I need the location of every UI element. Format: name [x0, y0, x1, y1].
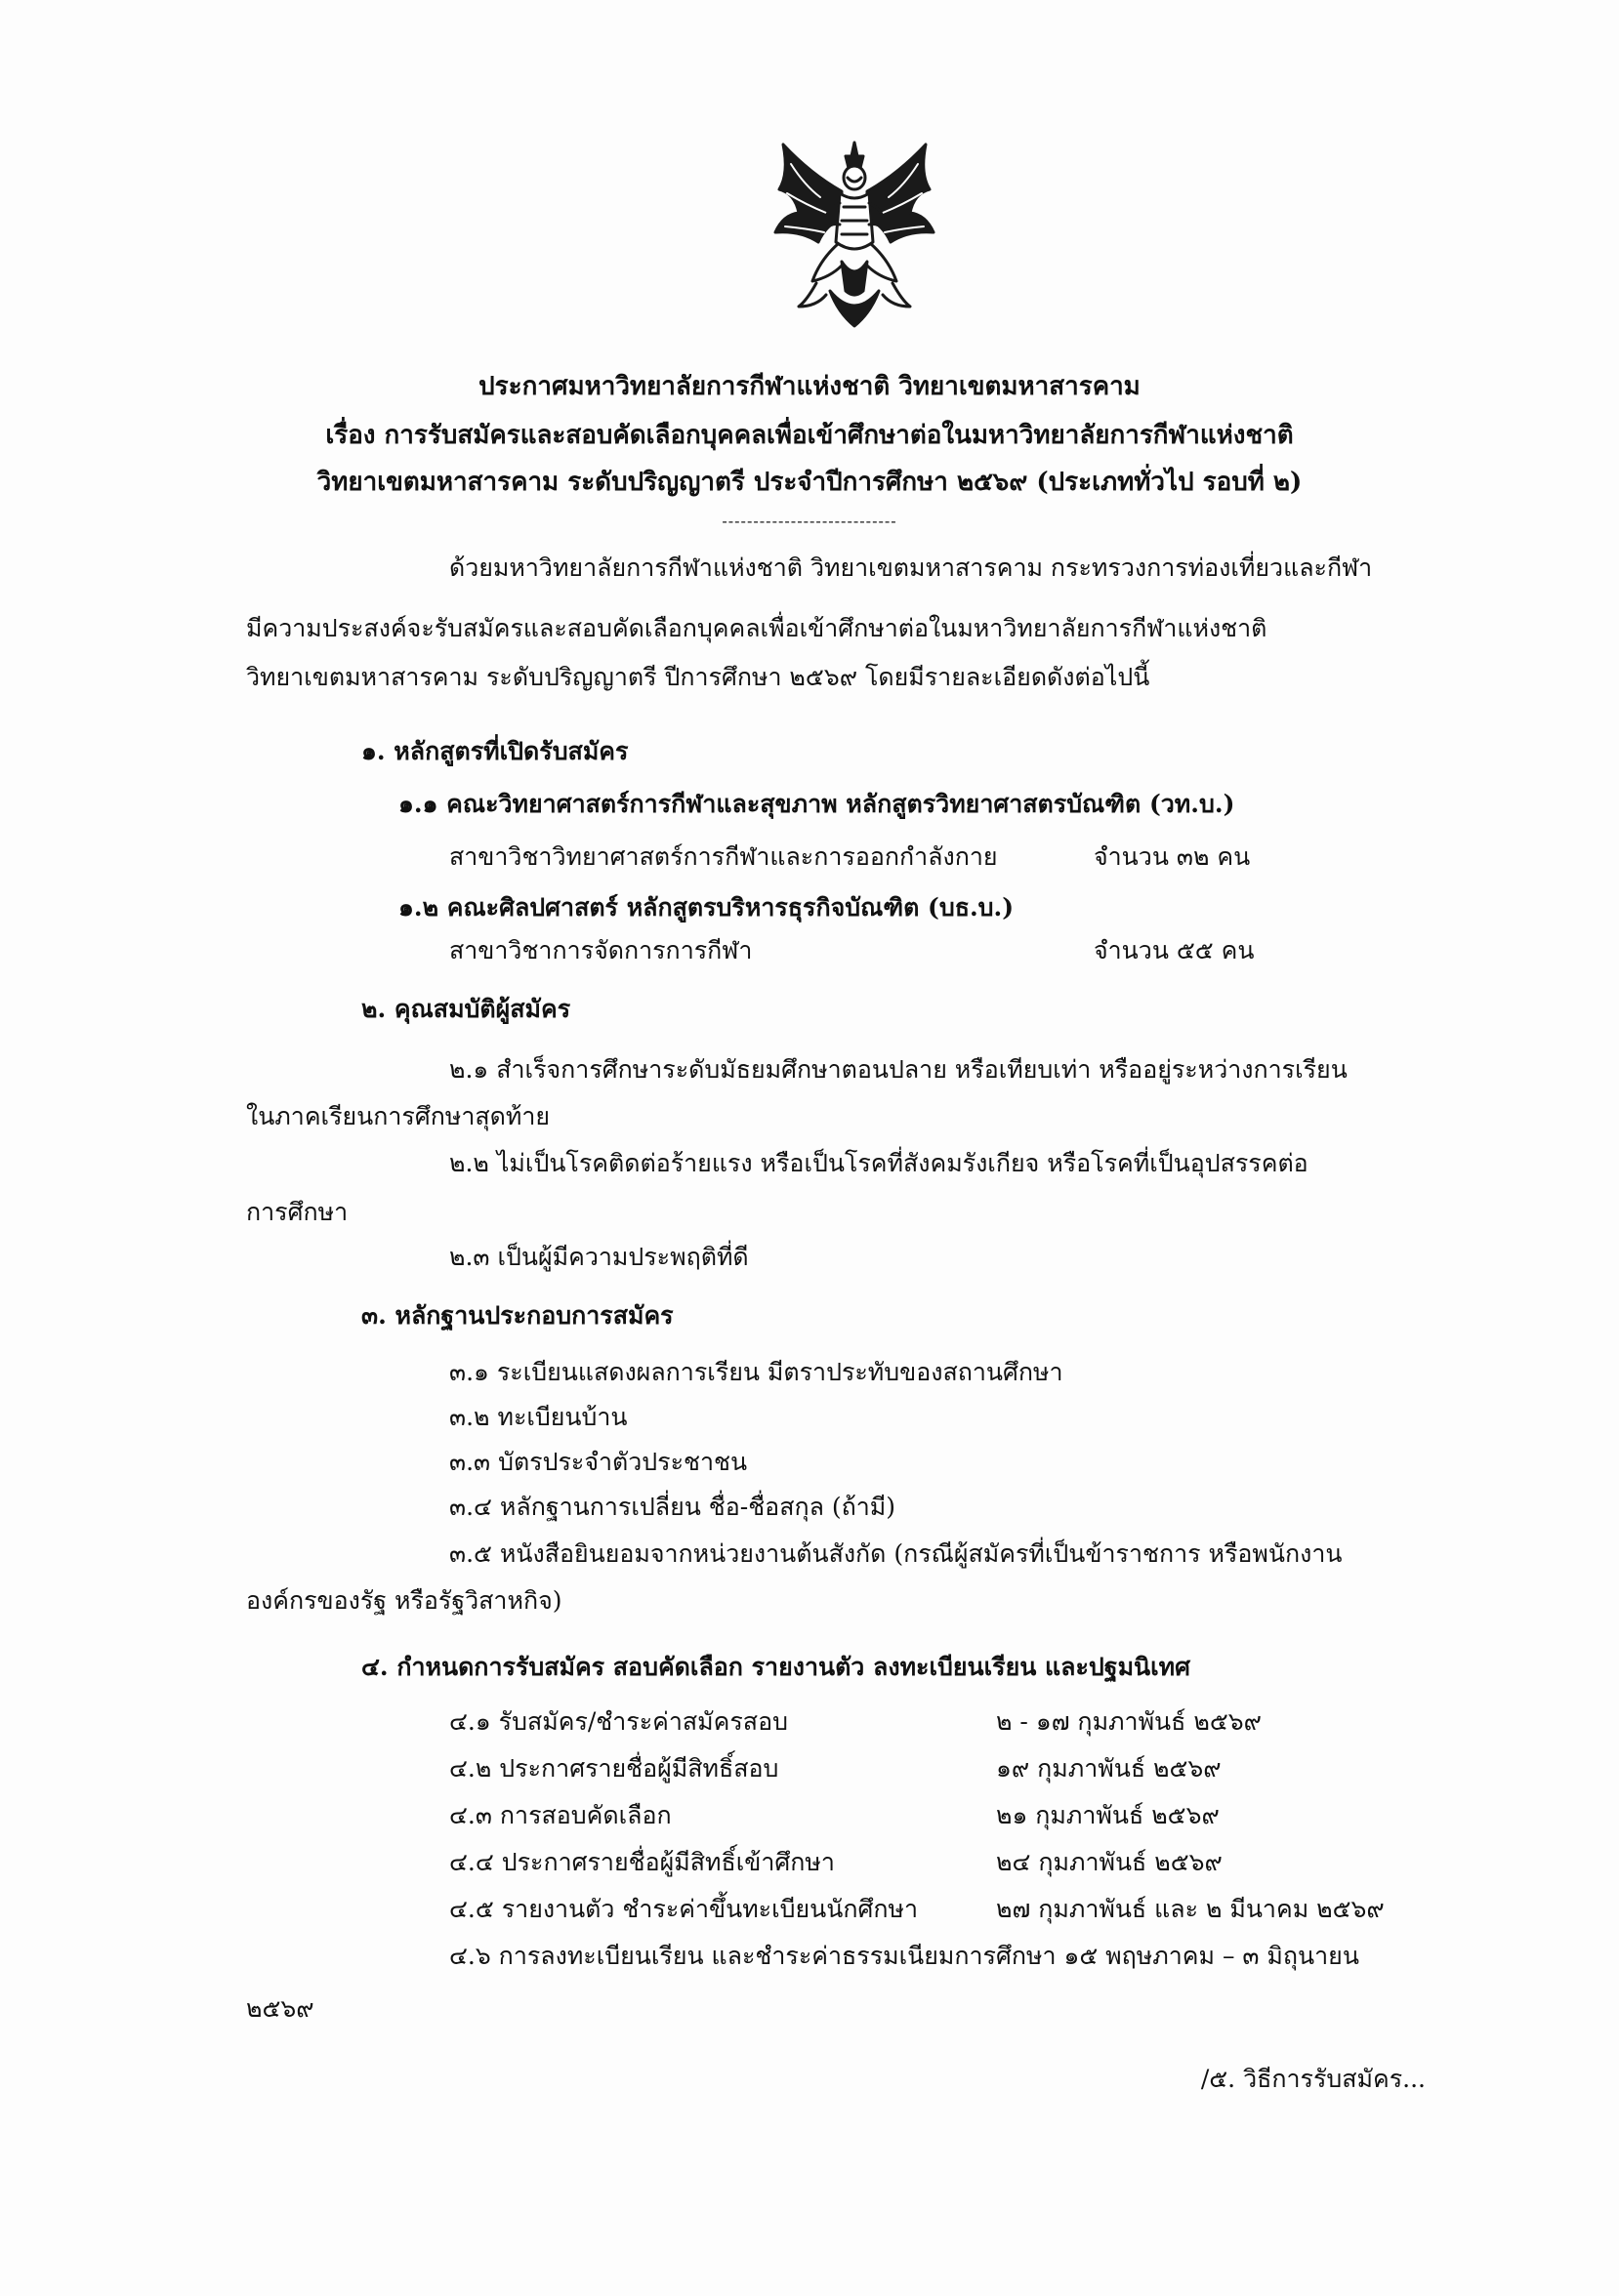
section-1-title: ๑. หลักสูตรที่เปิดรับสมัคร [361, 737, 629, 765]
section-3-5-line-1: ๓.๕ หนังสือยินยอมจากหน่วยงานต้นสังกัด (กรณีผู้สมัครที่เป็นข้าราชการ หรือพนักงาน [449, 1539, 1343, 1568]
section-4-4-label: ๔.๔ ประกาศรายชื่อผู้มีสิทธิ์เข้าศึกษา [449, 1848, 835, 1876]
section-2-1-line-1: ๒.๑ สำเร็จการศึกษาระดับมัธยมศึกษาตอนปลาย หรือเทียบเท่า หรืออยู่ระหว่างการเรียน [449, 1055, 1348, 1084]
section-4-6-line-2: ๒๕๖๙ [246, 1994, 314, 2023]
section-3-4: ๓.๔ หลักฐานการเปลี่ยน ชื่อ-ชื่อสกุล (ถ้ามี) [449, 1493, 896, 1521]
section-4-2-label: ๔.๒ ประกาศรายชื่อผู้มีสิทธิ์สอบ [449, 1754, 779, 1783]
section-4-5-date: ๒๗ กุมภาพันธ์ และ ๒ มีนาคม ๒๕๖๙ [996, 1895, 1385, 1923]
section-1-1-major: สาขาวิชาวิทยาศาสตร์การกีฬาและการออกกำลังกาย [449, 842, 998, 871]
section-2-title: ๒. คุณสมบัติผู้สมัคร [361, 995, 571, 1023]
section-2-3: ๒.๓ เป็นผู้มีความประพฤติที่ดี [449, 1243, 749, 1271]
intro-line-1: ด้วยมหาวิทยาลัยการกีฬาแห่งชาติ วิทยาเขตมหาสารคาม กระทรวงการท่องเที่ยวและกีฬา [449, 554, 1373, 582]
intro-line-2: มีความประสงค์จะรับสมัครและสอบคัดเลือกบุคคลเพื่อเข้าศึกษาต่อในมหาวิทยาลัยการกีฬาแห่งชาติ [246, 614, 1267, 642]
section-4-title: ๔. กำหนดการรับสมัคร สอบคัดเลือก รายงานตัว ลงทะเบียนเรียน และปฐมนิเทศ [361, 1653, 1191, 1681]
section-4-1-date: ๒ - ๑๗ กุมภาพันธ์ ๒๕๖๙ [996, 1707, 1262, 1736]
section-1-2-major: สาขาวิชาการจัดการการกีฬา [449, 936, 753, 964]
announcement-subject: เรื่อง การรับสมัครและสอบคัดเลือกบุคคลเพื่อเข้าศึกษาต่อในมหาวิทยาลัยการกีฬาแห่งชาติ [325, 421, 1294, 450]
section-1-1-title: ๑.๑ คณะวิทยาศาสตร์การกีฬาและสุขภาพ หลักสูตรวิทยาศาสตรบัณฑิต (วท.บ.) [398, 790, 1235, 818]
announcement-title: ประกาศมหาวิทยาลัยการกีฬาแห่งชาติ วิทยาเขตมหาสารคาม [478, 372, 1141, 401]
section-1-1-count: จำนวน ๓๒ คน [1094, 842, 1251, 871]
section-4-3-date: ๒๑ กุมภาพันธ์ ๒๕๖๙ [996, 1801, 1220, 1829]
section-4-3-label: ๔.๓ การสอบคัดเลือก [449, 1801, 672, 1829]
header-separator: ---------------------------- [722, 512, 897, 530]
section-4-6-line-1: ๔.๖ การลงทะเบียนเรียน และชำระค่าธรรมเนียมการศึกษา ๑๕ พฤษภาคม – ๓ มิถุนายน [449, 1942, 1359, 1970]
section-4-5-label: ๔.๕ รายงานตัว ชำระค่าขึ้นทะเบียนนักศึกษา [449, 1895, 919, 1923]
section-3-2: ๓.๒ ทะเบียนบ้าน [449, 1403, 628, 1431]
section-1-2-title: ๑.๒ คณะศิลปศาสตร์ หลักสูตรบริหารธุรกิจบัณฑิต (บธ.บ.) [398, 893, 1015, 922]
announcement-subject-cont: วิทยาเขตมหาสารคาม ระดับปริญญาตรี ประจำปีการศึกษา ๒๕๖๙ (ประเภททั่วไป รอบที่ ๒) [316, 468, 1303, 497]
section-2-1-line-2: ในภาคเรียนการศึกษาสุดท้าย [246, 1102, 551, 1130]
section-4-1-label: ๔.๑ รับสมัคร/ชำระค่าสมัครสอบ [449, 1707, 788, 1736]
page-continuation: /๕. วิธีการรับสมัคร... [1200, 2065, 1426, 2093]
section-2-2-line-1: ๒.๒ ไม่เป็นโรคติดต่อร้ายแรง หรือเป็นโรคที่สังคมรังเกียจ หรือโรคที่เป็นอุปสรรคต่อ [449, 1149, 1308, 1177]
section-4-2-date: ๑๙ กุมภาพันธ์ ๒๕๖๙ [996, 1754, 1222, 1783]
section-4-4-date: ๒๔ กุมภาพันธ์ ๒๕๖๙ [996, 1848, 1223, 1876]
section-3-3: ๓.๓ บัตรประจำตัวประชาชน [449, 1448, 748, 1476]
section-3-title: ๓. หลักฐานประกอบการสมัคร [361, 1301, 674, 1330]
garuda-emblem-icon [762, 135, 947, 330]
section-3-1: ๓.๑ ระเบียนแสดงผลการเรียน มีตราประทับของสถานศึกษา [449, 1358, 1063, 1386]
intro-line-3: วิทยาเขตมหาสารคาม ระดับปริญญาตรี ปีการศึกษา ๒๕๖๙ โดยมีรายละเอียดดังต่อไปนี้ [246, 663, 1150, 691]
section-1-2-count: จำนวน ๕๕ คน [1094, 936, 1255, 964]
section-3-5-line-2: องค์กรของรัฐ หรือรัฐวิสาหกิจ) [246, 1586, 562, 1615]
section-2-2-line-2: การศึกษา [246, 1198, 349, 1226]
